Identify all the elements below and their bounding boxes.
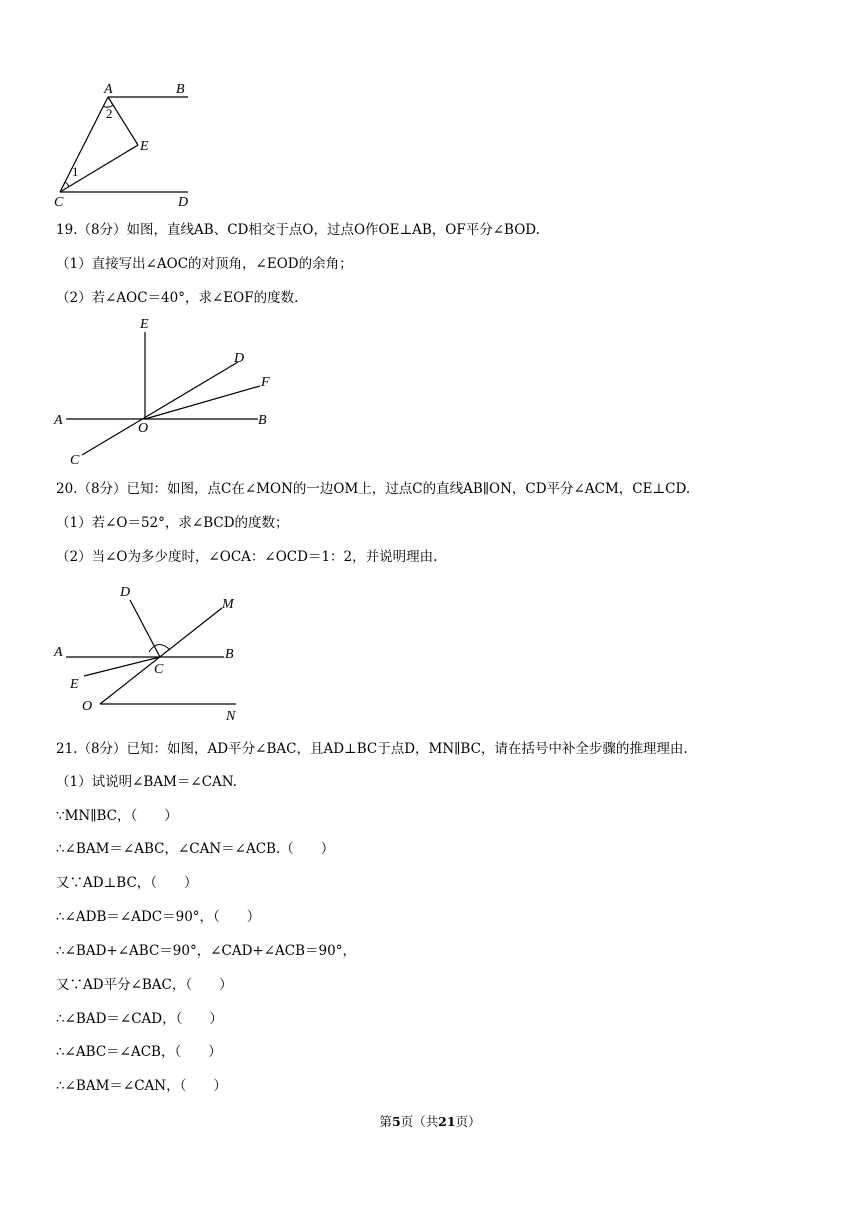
angle-arc-1 <box>65 182 69 187</box>
q21-stem: 21.（8分）已知：如图，AD平分∠BAC，且AD⊥BC于点D，MN∥BC，请在括号中补全步骤的推理理由. <box>56 741 688 757</box>
segment-ae <box>108 97 138 145</box>
label-angle-2: 2 <box>106 106 113 121</box>
footer-total-pages: 21 <box>438 1114 456 1129</box>
ray-om <box>100 608 222 704</box>
line-cd <box>82 362 238 455</box>
label-c: C <box>70 453 80 468</box>
q21-step-8: ∴∠ABC＝∠ACB，（ ） <box>56 1044 222 1060</box>
label-m: M <box>222 597 234 612</box>
label-f: F <box>261 375 270 390</box>
label-n: N <box>226 709 236 724</box>
q21-step-9: ∴∠BAM＝∠CAN，（ ） <box>56 1078 227 1094</box>
q21-step-4: ∴∠ADB＝∠ADC＝90°，（ ） <box>56 909 261 925</box>
label-d: D <box>234 351 245 366</box>
label-b: B <box>225 647 234 662</box>
footer-suffix: 页） <box>455 1114 481 1129</box>
q20-stem: 20.（8分）已知：如图，点C在∠MON的一边OM上，过点C的直线AB∥ON，CD平分∠ACM，CE⊥CD. <box>56 481 691 497</box>
label-a: A <box>54 413 63 428</box>
label-e: E <box>140 317 149 332</box>
q21-step-1: ∵MN∥BC，（ ） <box>56 808 178 824</box>
q19-stem: 19.（8分）如图，直线AB、CD相交于点O，过点O作OE⊥AB，OF平分∠BOD. <box>56 222 540 238</box>
label-e: E <box>70 677 79 692</box>
label-c: C <box>154 662 164 677</box>
label-e: E <box>140 139 149 154</box>
label-d: D <box>120 585 131 600</box>
q20-part2: （2）当∠O为多少度时，∠OCA：∠OCD＝1：2，并说明理由. <box>56 549 438 565</box>
figure-q20 <box>48 578 258 726</box>
label-b: B <box>258 413 267 428</box>
footer-prefix: 第 <box>379 1114 392 1129</box>
q21-step-2: ∴∠BAM＝∠ABC，∠CAN＝∠ACB.（ ） <box>56 841 335 857</box>
figure-q18 <box>48 78 208 210</box>
q21-step-3: 又∵AD⊥BC，（ ） <box>56 875 198 891</box>
q19-part1: （1）直接写出∠AOC的对顶角，∠EOD的余角； <box>56 256 353 272</box>
label-a: A <box>54 645 63 660</box>
ray-of <box>145 386 260 419</box>
footer-middle: 页（共 <box>400 1114 439 1129</box>
label-c: C <box>54 195 64 210</box>
q21-step-5: ∴∠BAD+∠ABC＝90°，∠CAD+∠ACB＝90°， <box>56 943 356 959</box>
q20-part1: （1）若∠O＝52°，求∠BCD的度数； <box>56 515 289 531</box>
label-angle-1: 1 <box>72 164 79 179</box>
footer-page-number: 5 <box>391 1114 401 1129</box>
label-b: B <box>176 82 185 97</box>
page-footer <box>0 1112 860 1130</box>
figure-q19 <box>48 312 288 470</box>
ray-cd <box>130 600 160 657</box>
q21-step-7: ∴∠BAD＝∠CAD，（ ） <box>56 1011 223 1027</box>
label-a: A <box>104 82 113 97</box>
q19-part2: （2）若∠AOC＝40°，求∠EOF的度数. <box>56 290 299 306</box>
q21-step-6: 又∵AD平分∠BAC，（ ） <box>56 977 233 993</box>
label-o: O <box>82 699 93 714</box>
label-o: O <box>138 421 149 436</box>
q21-part1: （1）试说明∠BAM＝∠CAN. <box>56 774 238 790</box>
label-d: D <box>178 195 189 210</box>
